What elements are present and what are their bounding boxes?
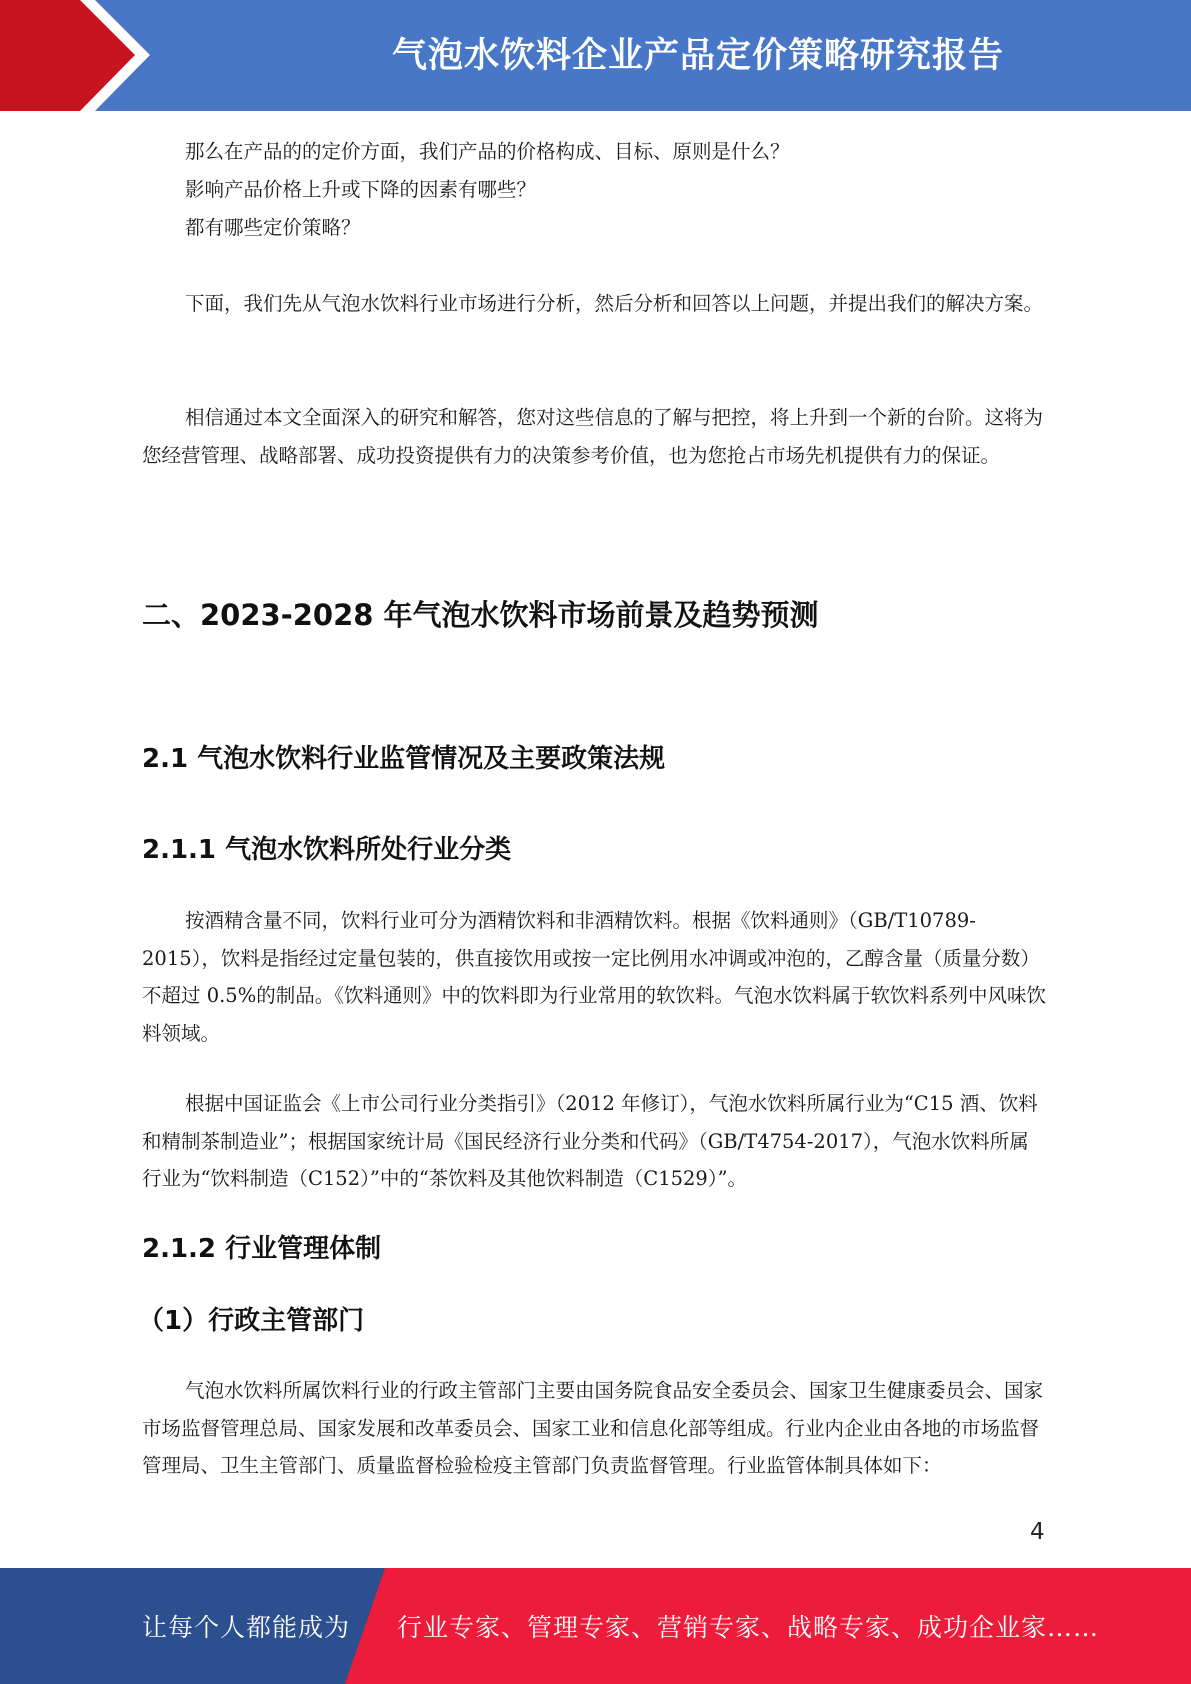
header-banner <box>0 0 1191 111</box>
paragraph-analysis-plan: 下面，我们先从气泡水饮料行业市场进行分析，然后分析和回答以上问题，并提出我们的解决方案。 <box>185 292 1044 315</box>
footer-banner <box>0 1568 1191 1684</box>
paragraph-administrative-departments: 气泡水饮料所属饮料行业的行政主管部门主要由国务院食品安全委员会、国家卫生健康委员会、国家市场监督管理总局、国家发展和改革委员会、国家工业和信息化部等组成。行业内企业由各地的市场监督管理局、卫生主管部门、质量监督检验检疫主管部门负责监督管理。行业监管体制具体如下： <box>142 1379 1044 1477</box>
paragraph-regulatory-category: 根据中国证监会《上市公司行业分类指引》（2012 年修订），气泡水饮料所属行业为“C15 酒、饮料和精制茶制造业”；根据国家统计局《国民经济行业分类和代码》（GB/T4754-2017），气泡水饮料所属行业为“饮料制造（C152）”中的“茶饮料及其他饮料制造（C1529）”。 <box>142 1092 1038 1190</box>
intro-question-1: 那么在产品的的定价方面，我们产品的价格构成、目标、原则是什么？ <box>185 140 790 163</box>
page-number: 4 <box>1030 1519 1045 1545</box>
footer-slogan-left: 让每个人都能成为 <box>142 1613 351 1642</box>
subsection-heading-2-1-2: 2.1.2 行业管理体制 <box>142 1234 382 1264</box>
footer-slogan-right: 行业专家、管理专家、营销专家、战略专家、成功企业家…… <box>397 1613 1100 1642</box>
subheading-administrative-departments: （1）行政主管部门 <box>138 1306 365 1336</box>
paragraph-industry-classification: 按酒精含量不同，饮料行业可分为酒精饮料和非酒精饮料。根据《饮料通则》（GB/T10789-2015），饮料是指经过定量包装的，供直接饮用或按一定比例用水冲调或冲泡的，乙醇含量（质量分数）不超过 0.5%的制品。《饮料通则》中的饮料即为行业常用的软饮料。气泡水饮料属于软饮料系列中风味饮料领域。 <box>142 909 1046 1045</box>
paragraph-value-statement: 相信通过本文全面深入的研究和解答，您对这些信息的了解与把控，将上升到一个新的台阶。这将为您经营管理、战略部署、成功投资提供有力的决策参考价值，也为您抢占市场先机提供有力的保证。 <box>142 406 1044 467</box>
section-heading-2: 二、2023-2028 年气泡水饮料市场前景及趋势预测 <box>142 598 819 632</box>
subsection-heading-2-1-1: 2.1.1 气泡水饮料所处行业分类 <box>142 835 512 865</box>
report-title: 气泡水饮料企业产品定价策略研究报告 <box>391 36 1004 76</box>
subsection-heading-2-1: 2.1 气泡水饮料行业监管情况及主要政策法规 <box>142 744 666 774</box>
intro-question-3: 都有哪些定价策略？ <box>185 216 361 239</box>
intro-question-2: 影响产品价格上升或下降的因素有哪些？ <box>185 178 537 201</box>
